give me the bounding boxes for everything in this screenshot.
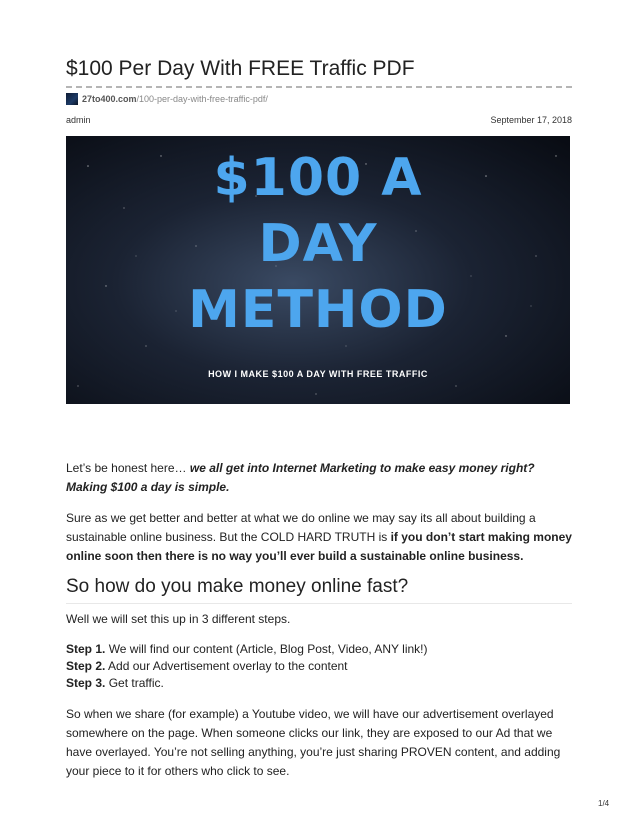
author: admin — [66, 115, 91, 125]
steps-intro: Well we will set this up in 3 different steps. — [66, 612, 291, 626]
truth-emphasis: if you don’t start making money online soon then there is no way you’ll ever build a sustainable online business. — [66, 530, 572, 563]
intro-text: Let’s be honest here… — [66, 461, 190, 475]
page-title: $100 Per Day With FREE Traffic PDF — [66, 57, 415, 80]
page-number: 1/4 — [598, 799, 610, 808]
section-heading: So how do you make money online fast? — [66, 576, 409, 597]
explanation-paragraph: So when we share (for example) a Youtube video, we will have our advertisement overlayed somewhere on the page. When someone clicks our link, they are exposed to our Ad that we have overlayed. You’re not selling anything, you’re just sharing PROVEN content, and adding your piece to it for others who click to see. — [66, 707, 561, 778]
step-item — [66, 675, 572, 692]
hero-subtitle: HOW I MAKE $100 A DAY WITH FREE TRAFFIC — [208, 369, 428, 379]
source-domain: 27to400.com — [82, 94, 137, 104]
hero-image — [66, 136, 570, 404]
steps-list — [66, 641, 572, 692]
intro-paragraph — [66, 459, 572, 497]
step-label: Step 3. — [66, 676, 106, 690]
section-divider — [66, 603, 572, 604]
hero-headline-line-3: METHOD — [188, 280, 448, 340]
truth-text: Sure as we get better and better at what we do online we may say its all about building a sustainable online business. But the COLD HARD TRUTH is — [66, 511, 536, 544]
step-text: We will find our content (Article, Blog Post, Video, ANY link!) — [105, 642, 428, 656]
step-item — [66, 658, 572, 675]
publish-date: September 17, 2018 — [490, 115, 572, 125]
step-text: Get traffic. — [105, 676, 164, 690]
step-label: Step 2. — [66, 659, 106, 673]
title-divider — [66, 86, 572, 88]
hero-headline-line-1: $100 A — [213, 148, 423, 208]
step-text: Add our Advertisement overlay to the content — [105, 659, 348, 673]
article-meta — [66, 115, 572, 125]
site-favicon-icon — [66, 93, 78, 105]
step-label: Step 1. — [66, 642, 106, 656]
source-path: /100-per-day-with-free-traffic-pdf/ — [136, 94, 268, 104]
hero-headline-line-2: DAY — [258, 214, 378, 274]
truth-paragraph — [66, 509, 572, 566]
step-item — [66, 641, 572, 658]
source-link[interactable] — [66, 92, 268, 106]
intro-emphasis: we all get into Internet Marketing to make easy money right? Making $100 a day is simple. — [66, 461, 535, 494]
